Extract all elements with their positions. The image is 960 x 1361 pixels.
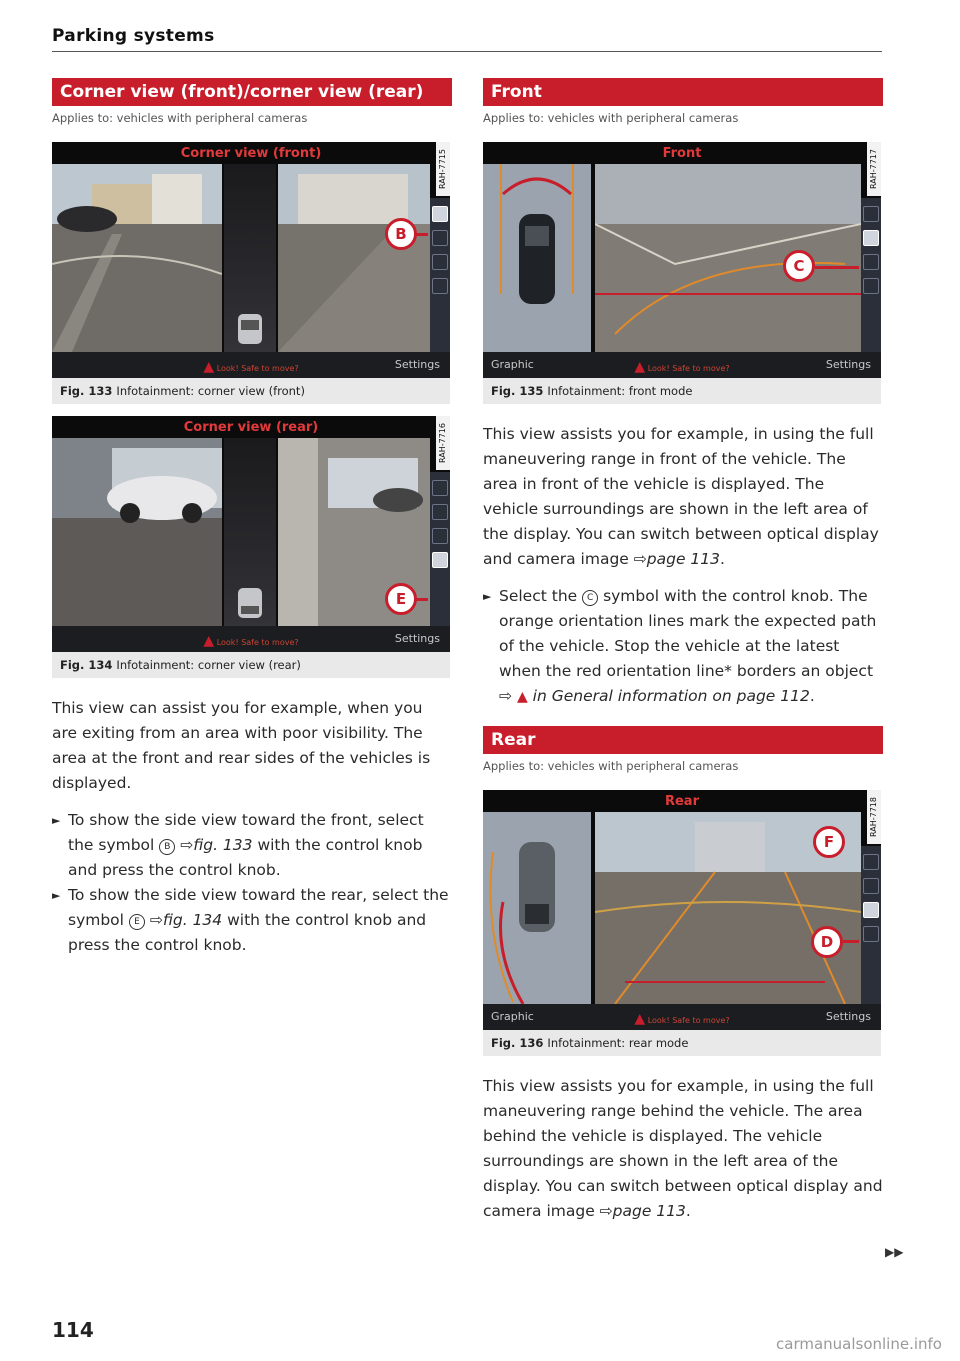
warning-icon: ▲ xyxy=(203,633,215,649)
corner-rear-screen xyxy=(52,416,450,652)
corner-view-heading: Corner view (front)/corner view (rear) xyxy=(52,78,452,106)
warning-text: ▲ Look! Safe to move? xyxy=(203,633,299,649)
header-rule xyxy=(52,51,882,52)
page-number: 114 xyxy=(52,1318,94,1342)
figure-reference[interactable]: fig. 133 xyxy=(193,836,253,854)
mode-button[interactable] xyxy=(863,878,879,894)
mode-button[interactable] xyxy=(863,278,879,294)
settings-button[interactable]: Settings xyxy=(825,358,871,371)
mode-button[interactable] xyxy=(432,528,448,544)
mode-button[interactable] xyxy=(432,254,448,270)
settings-button[interactable]: Settings xyxy=(394,632,440,645)
mode-button[interactable] xyxy=(432,230,448,246)
warning-icon: ▲ xyxy=(634,1011,646,1027)
vehicle-top-graphic xyxy=(483,812,591,1004)
rah-code: RAH-7718 xyxy=(867,790,881,844)
front-mode-screen xyxy=(483,142,881,378)
corner-rear-mode-button[interactable] xyxy=(432,552,448,568)
instruction-step: ► Select the C symbol with the control knob. The orange orientation lines mark the expected path of the vehicle. Stop the vehicle at the latest when the red orientation line* borders an object ⇨ ▲ in General information on page 112. xyxy=(483,584,883,710)
warning-text: ▲ Look! Safe to move? xyxy=(203,359,299,375)
page-reference[interactable]: page 113 xyxy=(612,1202,686,1220)
front-heading: Front xyxy=(483,78,883,106)
warning-text: ▲ Look! Safe to move? xyxy=(634,1011,730,1027)
callout-b: B xyxy=(385,218,417,250)
mode-button[interactable] xyxy=(432,504,448,520)
vehicle-top-graphic xyxy=(483,164,591,352)
mode-button[interactable] xyxy=(432,480,448,496)
rear-heading: Rear xyxy=(483,726,883,754)
applies-note: Applies to: vehicles with peripheral cameras xyxy=(52,111,308,125)
mode-button[interactable] xyxy=(863,926,879,942)
callout-leader xyxy=(416,233,428,236)
continued-arrow-icon: ▶▶ xyxy=(885,1245,904,1259)
bullet-arrow-icon: ► xyxy=(52,814,61,827)
rear-description: This view assists you for example, in using the full maneuvering range behind the vehicle. The area behind the vehicle is displayed. The vehicle surroundings are shown in the left area of the display. You can switch between optical display and camera image ⇨page 113. xyxy=(483,1077,883,1220)
rear-mode-button[interactable] xyxy=(863,902,879,918)
camera-mode-sidebar xyxy=(861,846,881,1004)
section-title: Parking systems xyxy=(52,26,215,46)
camera-mode-sidebar xyxy=(430,198,450,352)
mode-button[interactable] xyxy=(863,254,879,270)
callout-d: D xyxy=(811,926,843,958)
instruction-step: ► To show the side view toward the front, select the symbol B ⇨fig. 133 with the control knob and press the control knob. xyxy=(52,808,452,883)
bullet-arrow-icon: ► xyxy=(52,889,61,902)
callout-leader xyxy=(416,598,428,601)
warning-icon: ▲ xyxy=(634,359,646,375)
callout-c: C xyxy=(783,250,815,282)
screen-title: Corner view (front) xyxy=(180,146,322,161)
watermark: carmanualsonline.info xyxy=(776,1335,942,1353)
rah-code: RAH-7715 xyxy=(436,142,450,196)
left-camera-image xyxy=(52,164,222,352)
page-reference[interactable]: in General information on page 112 xyxy=(532,687,810,705)
callout-f: F xyxy=(813,826,845,858)
screen-bottom-bar xyxy=(483,1004,881,1030)
screen-title: Rear xyxy=(664,794,699,809)
left-camera-image xyxy=(52,438,222,626)
settings-button[interactable]: Settings xyxy=(394,358,440,371)
warning-icon: ▲ xyxy=(516,689,528,705)
settings-button[interactable]: Settings xyxy=(825,1010,871,1023)
corner-front-screen xyxy=(52,142,450,378)
camera-mode-sidebar xyxy=(861,198,881,352)
camera-mode-sidebar xyxy=(430,472,450,626)
figure-135 xyxy=(483,142,881,404)
figure-133 xyxy=(52,142,450,404)
callout-leader xyxy=(815,266,859,269)
corner-view-description: This view can assist you for example, when you are exiting from an area with poor visibility. The area at the front and rear sides of the vehicles is displayed. xyxy=(52,699,431,792)
rah-code: RAH-7716 xyxy=(436,416,450,470)
front-description: This view assists you for example, in using the full maneuvering range in front of the vehicle. The area in front of the vehicle is displayed. The vehicle surroundings are shown in the left area of the display. You can switch between optical display and camera image ⇨page 113. xyxy=(483,425,879,568)
symbol-c: C xyxy=(582,590,598,606)
right-column xyxy=(483,78,883,1224)
rah-code: RAH-7717 xyxy=(867,142,881,196)
car-graphic xyxy=(224,438,276,626)
symbol-b: B xyxy=(159,839,175,855)
symbol-e: E xyxy=(129,914,145,930)
applies-note: Applies to: vehicles with peripheral cameras xyxy=(483,759,739,773)
bullet-arrow-icon: ► xyxy=(483,590,492,603)
screen-title: Front xyxy=(662,146,702,161)
screen-bottom-bar xyxy=(52,352,450,378)
corner-front-mode-button[interactable] xyxy=(432,206,448,222)
figure-134 xyxy=(52,416,450,678)
left-column xyxy=(52,78,452,958)
screen-title: Corner view (rear) xyxy=(183,420,319,435)
rear-mode-screen xyxy=(483,790,881,1030)
car-graphic xyxy=(224,164,276,352)
page-reference[interactable]: page 113 xyxy=(646,550,720,568)
warning-text: ▲ Look! Safe to move? xyxy=(634,359,730,375)
mode-button[interactable] xyxy=(863,854,879,870)
mode-button[interactable] xyxy=(432,278,448,294)
applies-note: Applies to: vehicles with peripheral cameras xyxy=(483,111,739,125)
right-camera-image xyxy=(278,164,430,352)
callout-leader xyxy=(843,940,859,943)
front-mode-button[interactable] xyxy=(863,230,879,246)
screen-bottom-bar xyxy=(52,626,450,652)
figure-caption: Fig. 135 Infotainment: front mode xyxy=(491,384,693,398)
figure-caption: Fig. 134 Infotainment: corner view (rear) xyxy=(60,658,301,672)
figure-caption: Fig. 136 Infotainment: rear mode xyxy=(491,1036,689,1050)
figure-reference[interactable]: fig. 134 xyxy=(162,911,223,929)
graphic-button[interactable]: Graphic xyxy=(491,1010,534,1023)
mode-button[interactable] xyxy=(863,206,879,222)
figure-caption: Fig. 133 Infotainment: corner view (front) xyxy=(60,384,305,398)
warning-icon: ▲ xyxy=(203,359,215,375)
callout-e: E xyxy=(385,583,417,615)
screen-bottom-bar xyxy=(483,352,881,378)
figure-136 xyxy=(483,790,881,1056)
front-camera-image xyxy=(595,164,861,352)
instruction-step: ► To show the side view toward the rear, select the symbol E ⇨fig. 134 with the control knob and press the control knob. xyxy=(52,883,452,958)
graphic-button[interactable]: Graphic xyxy=(491,358,534,371)
